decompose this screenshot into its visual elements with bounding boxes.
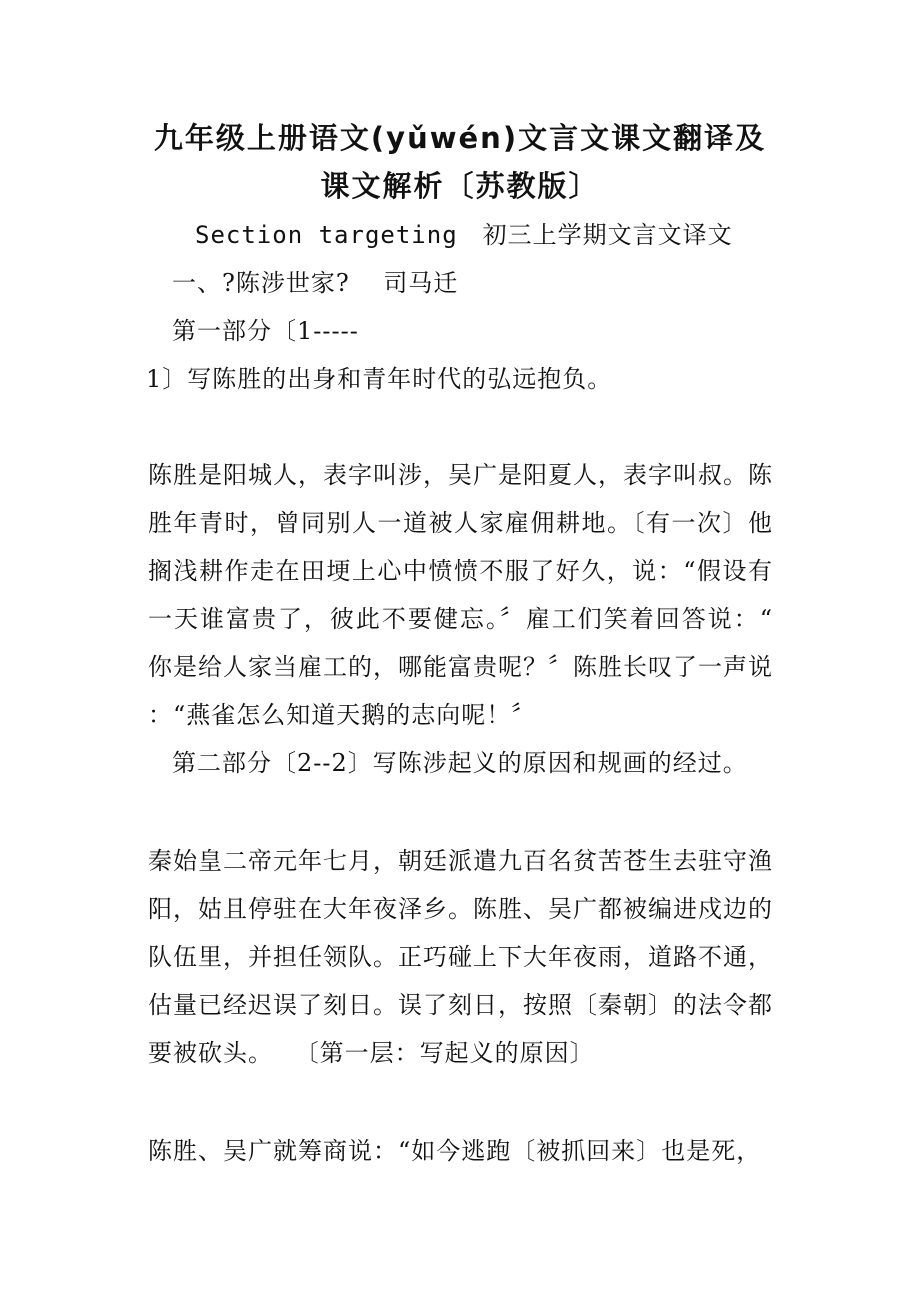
part1-heading-line-1: 第一部分〔1----- xyxy=(172,317,359,345)
section-heading: 一、?陈涉世家? 司马迁 xyxy=(172,269,459,297)
part2-heading: 第二部分〔2--2〕写陈涉起义的原因和规画的经过。 xyxy=(172,749,748,777)
paragraph3-line: 陈胜、吴广就筹商说：“如今逃跑〔被抓回来〕也是死， xyxy=(148,1137,762,1165)
paragraph1-line: ：“燕雀怎么知道天鹅的志向呢！〞 xyxy=(148,701,537,729)
paragraph2-line: 阳，姑且停驻在大年夜泽乡。陈胜、吴广都被编进戍边的 xyxy=(148,895,773,923)
part1-heading-line-2: 1〕写陈胜的出身和青年时代的弘远抱负。 xyxy=(146,365,613,393)
paragraph2-line: 秦始皇二帝元年七月，朝廷派遣九百名贫苦苍生去驻守渔 xyxy=(148,847,773,875)
paragraph1-line: 你是给人家当雇工的，哪能富贵呢？〞陈胜长叹了一声说 xyxy=(148,653,773,681)
paragraph2-line: 估量已经迟误了刻日。误了刻日，按照〔秦朝〕的法令都 xyxy=(148,991,773,1019)
paragraph1-line: 陈胜是阳城人，表字叫涉，吴广是阳夏人，表字叫叔。陈 xyxy=(148,461,773,489)
paragraph1-line: 搁浅耕作走在田埂上心中愤愤不服了好久，说：“假设有 xyxy=(148,557,773,585)
paragraph1-line: 一天谁富贵了，彼此不要健忘。〞雇工们笑着回答说：“ xyxy=(148,605,773,633)
document-title-line-1: 九年级上册语文(yǔwén)文言文课文翻译及 xyxy=(153,121,767,155)
document-title-line-2: 课文解析〔苏教版〕 xyxy=(320,169,600,203)
paragraph2-line: 队伍里，并担任领队。正巧碰上下大年夜雨，道路不通， xyxy=(148,943,773,971)
subtitle: Section targeting 初三上学期文言文译文 xyxy=(195,221,733,249)
paragraph1-line: 胜年青时，曾同别人一道被人家雇佣耕地。〔有一次〕他 xyxy=(148,509,773,537)
paragraph2-line: 要被砍头。 〔第一层：写起义的原因〕 xyxy=(148,1039,595,1067)
